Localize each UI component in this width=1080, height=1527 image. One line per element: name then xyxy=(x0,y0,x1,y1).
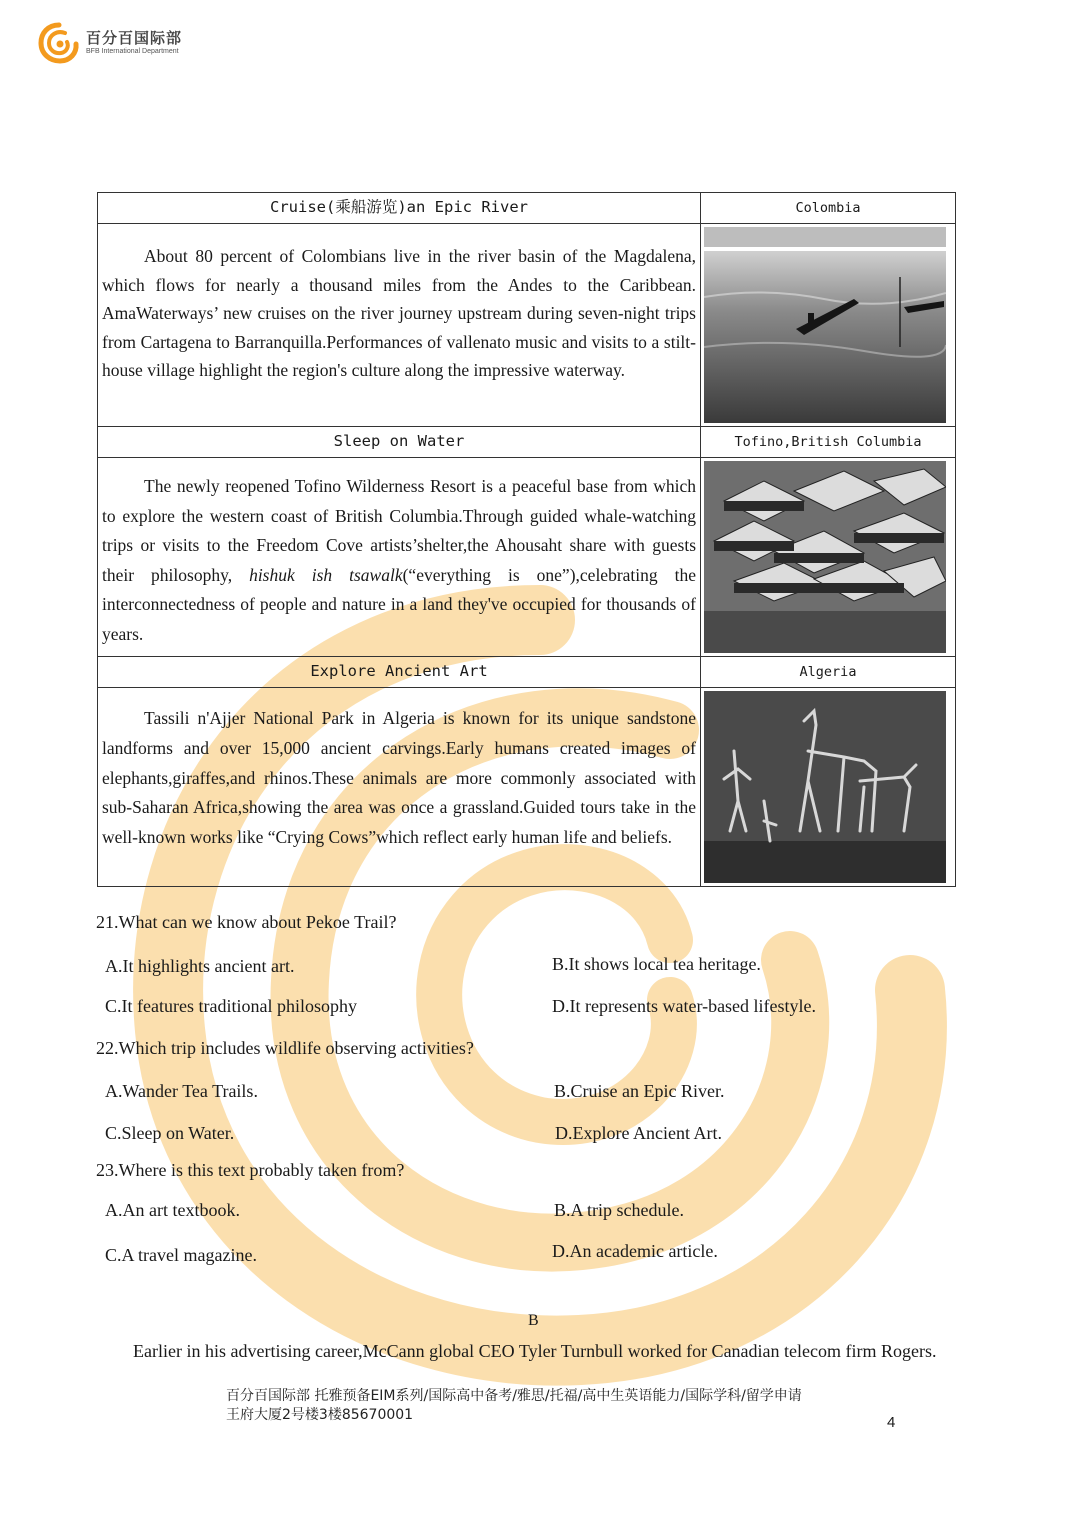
section-location: Algeria xyxy=(701,657,956,688)
section-description xyxy=(98,688,701,887)
section-description xyxy=(98,224,701,427)
section-image-cell xyxy=(701,688,956,887)
question-stem: 21.What can we know about Pekoe Trail? xyxy=(96,912,397,932)
footer-line: 百分百国际部 托雅预备EIM系列/国际高中备考/雅思/托福/高中生英语能力/国际学科/留学申请 xyxy=(226,1388,802,1404)
answer-option: C.Sleep on Water. xyxy=(105,1123,235,1143)
page-number: 4 xyxy=(887,1414,896,1431)
section-image-cell xyxy=(701,224,956,427)
floating-village-photo xyxy=(704,461,946,653)
question-stem: 22.Which trip includes wildlife observing activities? xyxy=(96,1038,474,1058)
answer-option: B.Cruise an Epic River. xyxy=(554,1081,725,1101)
rock-carvings-photo xyxy=(704,691,946,883)
answer-option: B.A trip schedule. xyxy=(554,1200,684,1220)
section-text: About 80 percent of Colombians live in the river basin of the Magdalena, which flows for nearly a thousand miles from the Andes to the Caribbean. AmaWaterways’ new cruises on the river journey upstream during seven-night trips from Cartagena to Barranquilla.Performances of vallenato music and visits to a stilt-house village highlight the region's culture along the impressive waterway. xyxy=(102,246,696,380)
passage-letter: B xyxy=(528,1312,539,1329)
answer-option: A.An art textbook. xyxy=(105,1200,240,1220)
answer-option: D.An academic article. xyxy=(552,1241,718,1261)
section-location: Tofino,British Columbia xyxy=(701,427,956,458)
section-description xyxy=(98,458,701,657)
logo-english-name: BFB International Department xyxy=(86,48,179,55)
page-footer xyxy=(226,1387,802,1425)
destinations-table xyxy=(97,192,956,887)
section-text: (“everything is one”),celebrating the interconnectedness of people and nature in a land they've occupied for thousands of years. xyxy=(102,564,696,644)
answer-option: A.Wander Tea Trails. xyxy=(105,1081,258,1101)
passage-first-line: Earlier in his advertising career,McCann global CEO Tyler Turnbull worked for Canadian telecom firm Rogers. xyxy=(133,1341,937,1361)
river-boats-photo xyxy=(704,227,946,423)
answer-option: C.A travel magazine. xyxy=(105,1245,257,1265)
header-logo xyxy=(38,22,182,64)
section-title: Cruise(乘船游览)an Epic River xyxy=(98,193,701,224)
logo-chinese-name: 百分百国际部 xyxy=(86,29,183,47)
answer-option: B.It shows local tea heritage. xyxy=(552,954,761,974)
footer-address: 王府大厦2号楼3楼85670001 xyxy=(226,1407,414,1423)
answer-option: C.It features traditional philosophy xyxy=(105,996,357,1016)
question-stem: 23.Where is this text probably taken from? xyxy=(96,1160,405,1180)
section-image-cell xyxy=(701,458,956,657)
answer-option: A.It highlights ancient art. xyxy=(105,956,295,976)
answer-option: D.Explore Ancient Art. xyxy=(555,1123,722,1143)
section-text: Tassili n'Ajjer National Park in Algeria is known for its unique sandstone landforms and over 15,000 ancient carvings.Early humans created images of elephants,giraffes,and rhinos.These animals are more commonly associated with sub-Saharan Africa,showing the area was once a grassland.Guided tours take in the well-known works like “Crying Cows”which reflect early human life and beliefs. xyxy=(102,708,696,848)
section-text: The newly reopened Tofino Wilderness Resort is a peaceful base from which to explore the western coast of British Columbia.Through guided whale-watching trips or visits to the Freedom Cove artists’shelter,the Ahousaht share with guests their philosophy, xyxy=(102,476,696,585)
answer-option: D.It represents water-based lifestyle. xyxy=(552,996,817,1016)
swirl-logo-icon xyxy=(38,22,80,64)
section-location: Colombia xyxy=(701,193,956,224)
philosophy-term: hishuk ish tsawalk xyxy=(249,564,403,585)
section-title: Explore Ancient Art xyxy=(98,657,701,688)
section-title: Sleep on Water xyxy=(98,427,701,458)
